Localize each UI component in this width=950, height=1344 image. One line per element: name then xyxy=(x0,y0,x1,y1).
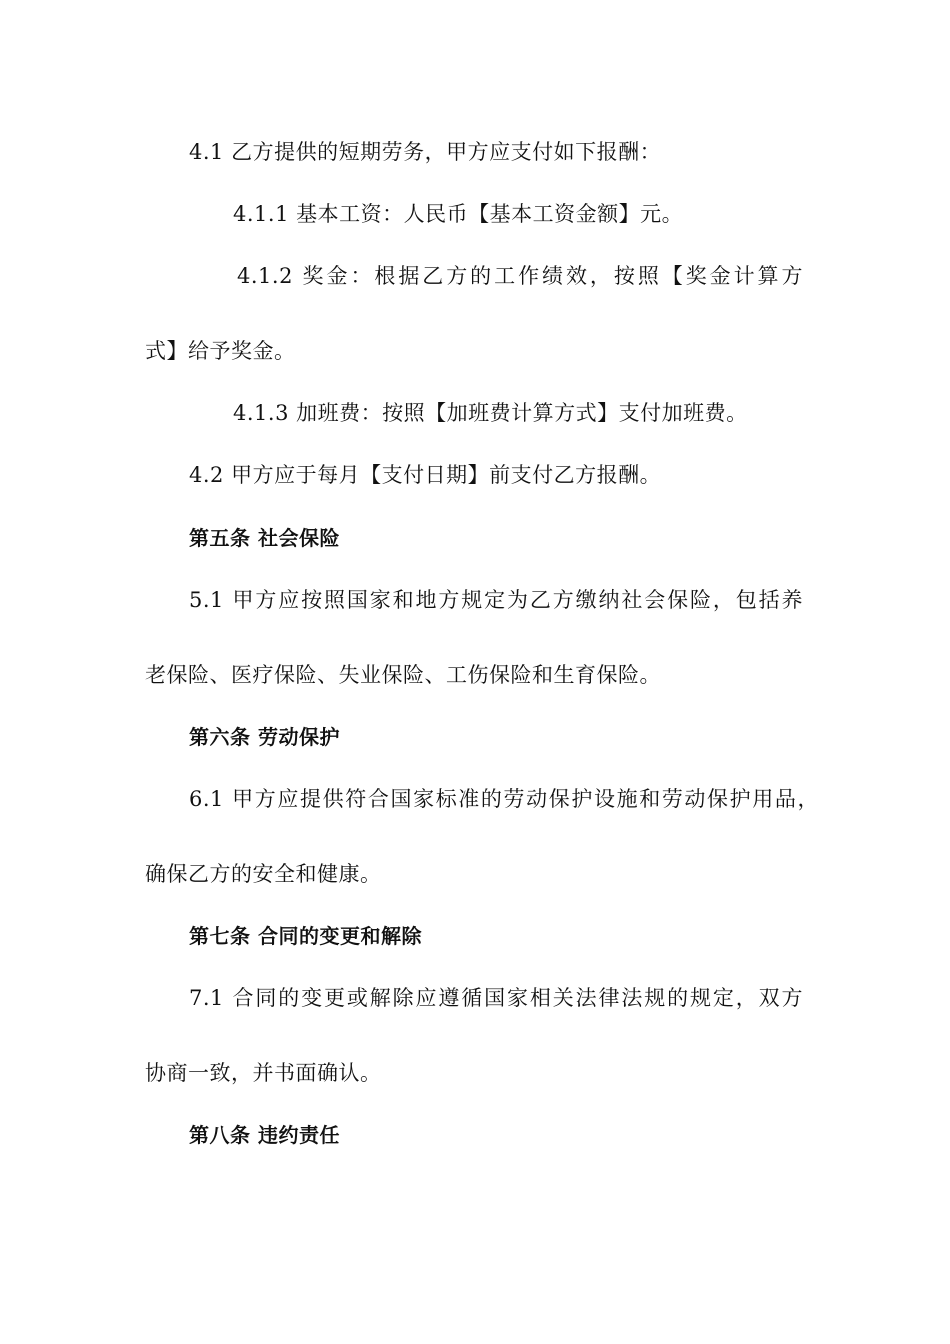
clause-7-1: 7.1 合同的变更或解除应遵循国家相关法律法规的规定，双方 xyxy=(189,986,803,1010)
clause-4-1: 4.1 乙方提供的短期劳务，甲方应支付如下报酬： xyxy=(189,140,662,164)
article-8-heading: 第八条 违约责任 xyxy=(189,1123,340,1147)
clause-4-1-1: 4.1.1 基本工资：人民币【基本工资金额】元。 xyxy=(233,202,684,226)
clause-4-2: 4.2 甲方应于每月【支付日期】前支付乙方报酬。 xyxy=(189,463,662,487)
article-5-heading: 第五条 社会保险 xyxy=(189,526,340,550)
clause-6-1-continued: 确保乙方的安全和健康。 xyxy=(145,862,382,886)
clause-4-1-3: 4.1.3 加班费：按照【加班费计算方式】支付加班费。 xyxy=(233,401,748,425)
clause-6-1: 6.1 甲方应提供符合国家标准的劳动保护设施和劳动保护用品， xyxy=(189,787,819,811)
clause-7-1-continued: 协商一致，并书面确认。 xyxy=(145,1061,382,1085)
clause-4-1-2: 4.1.2 奖金：根据乙方的工作绩效，按照【奖金计算方 xyxy=(237,264,803,288)
article-7-heading: 第七条 合同的变更和解除 xyxy=(189,924,422,948)
clause-5-1-continued: 老保险、医疗保险、失业保险、工伤保险和生育保险。 xyxy=(145,663,661,687)
article-6-heading: 第六条 劳动保护 xyxy=(189,725,340,749)
clause-4-1-2-continued: 式】给予奖金。 xyxy=(145,339,296,363)
clause-5-1: 5.1 甲方应按照国家和地方规定为乙方缴纳社会保险，包括养 xyxy=(189,588,803,612)
